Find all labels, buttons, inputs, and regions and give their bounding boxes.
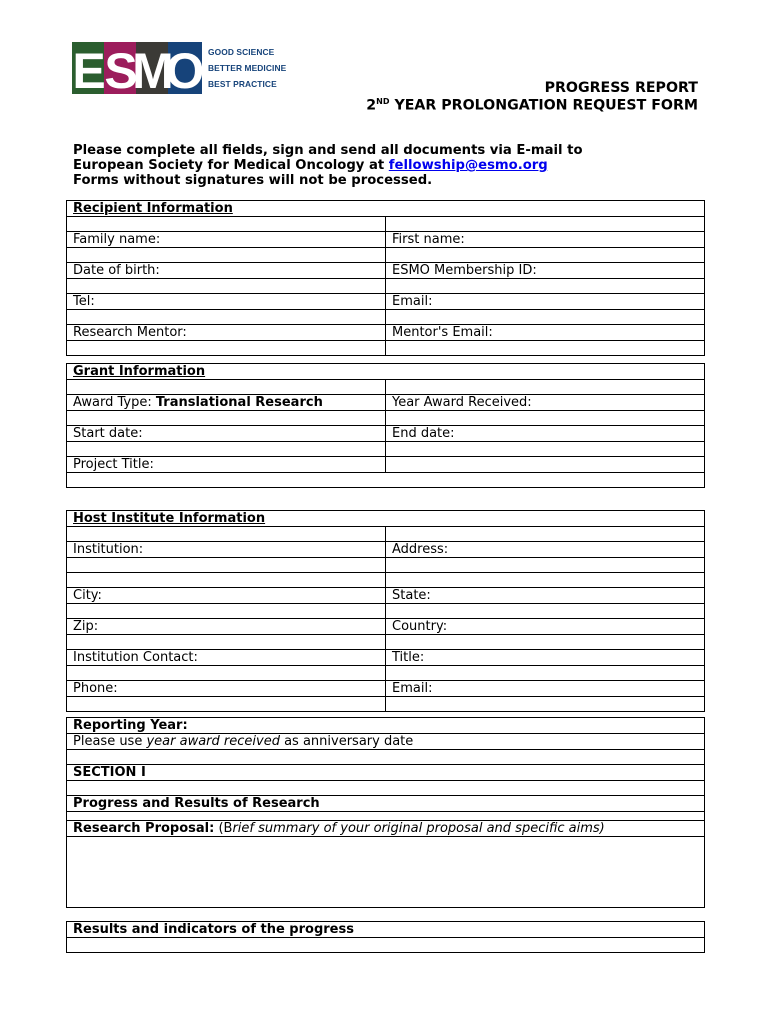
- grant-blank-cell-2[interactable]: [386, 457, 705, 473]
- address-label: Address:: [386, 542, 705, 558]
- tagline-line-1: GOOD SCIENCE: [208, 47, 275, 57]
- logo-letter-e: E: [72, 43, 106, 94]
- institution-label: Institution:: [67, 542, 386, 558]
- city-label: City:: [67, 588, 386, 604]
- instructions-line-2: European Society for Medical Oncology at fellowship@esmo.org: [73, 158, 548, 173]
- mentor-label: Research Mentor:: [67, 325, 386, 341]
- tel-label: Tel:: [67, 294, 386, 310]
- country-label: Country:: [386, 619, 705, 635]
- address-input-2[interactable]: [386, 573, 705, 588]
- phone-input[interactable]: [67, 697, 386, 712]
- grant-blank-cell[interactable]: [386, 442, 705, 457]
- proposal-label: Research Proposal: (Brief summary of your original proposal and specific aims): [67, 821, 705, 837]
- mentor-email-field[interactable]: [386, 310, 705, 325]
- progress-blank[interactable]: [67, 812, 705, 821]
- end-date-field[interactable]: [386, 411, 705, 426]
- host-email-label: Email:: [386, 681, 705, 697]
- host-email-input[interactable]: [386, 697, 705, 712]
- results-table: [66, 921, 705, 953]
- section-blank[interactable]: [67, 781, 705, 796]
- instructions: [73, 143, 583, 188]
- grant-table: [66, 363, 705, 488]
- results-heading: Results and indicators of the progress: [67, 922, 705, 938]
- host-heading: Host Institute Information: [67, 511, 705, 527]
- contact-label: Institution Contact:: [67, 650, 386, 666]
- award-type-label: Award Type: Translational Research: [67, 395, 386, 411]
- country-input[interactable]: [386, 635, 705, 650]
- award-type-value: Translational Research: [155, 395, 323, 410]
- award-type-field[interactable]: [67, 380, 386, 395]
- host-table: [66, 510, 705, 712]
- tel-field[interactable]: [67, 279, 386, 294]
- institution-input[interactable]: [67, 558, 386, 573]
- progress-heading: Progress and Results of Research: [67, 796, 705, 812]
- report-table: [66, 717, 705, 908]
- phone-label: Phone:: [67, 681, 386, 697]
- family-name-field[interactable]: [67, 217, 386, 232]
- address-field[interactable]: [386, 527, 705, 542]
- tagline-line-2: BETTER MEDICINE: [208, 63, 287, 73]
- year-award-label: Year Award Received:: [386, 395, 705, 411]
- institution-field[interactable]: [67, 527, 386, 542]
- year-award-field[interactable]: [386, 380, 705, 395]
- email-field[interactable]: [386, 279, 705, 294]
- grant-heading: Grant Information: [67, 364, 705, 380]
- family-name-label: Family name:: [67, 232, 386, 248]
- project-title-input[interactable]: [67, 473, 705, 488]
- mentor-email-label: Mentor's Email:: [386, 325, 705, 341]
- state-input[interactable]: [386, 604, 705, 619]
- instructions-line-1: Please complete all fields, sign and send all documents via E-mail to: [73, 143, 583, 158]
- zip-label: Zip:: [67, 619, 386, 635]
- mentor-input[interactable]: [67, 341, 386, 356]
- form-title: PROGRESS REPORT: [544, 80, 698, 96]
- zip-input[interactable]: [67, 635, 386, 650]
- state-label: State:: [386, 588, 705, 604]
- start-date-label: Start date:: [67, 426, 386, 442]
- membership-id-field[interactable]: [386, 248, 705, 263]
- mentor-email-input[interactable]: [386, 341, 705, 356]
- title-input[interactable]: [386, 666, 705, 681]
- proposal-textarea[interactable]: [67, 837, 705, 908]
- logo-letter-m: M: [132, 43, 174, 94]
- recipient-table: [66, 200, 705, 356]
- title-label: Title:: [386, 650, 705, 666]
- mentor-field[interactable]: [67, 310, 386, 325]
- start-date-field[interactable]: [67, 411, 386, 426]
- membership-id-label: ESMO Membership ID:: [386, 263, 705, 279]
- institution-input-2[interactable]: [67, 573, 386, 588]
- end-date-label: End date:: [386, 426, 705, 442]
- first-name-label: First name:: [386, 232, 705, 248]
- section-heading: SECTION I: [67, 765, 705, 781]
- reporting-note: Please use year award received as anniversary date: [67, 734, 705, 750]
- contact-input[interactable]: [67, 666, 386, 681]
- instructions-line-3: Forms without signatures will not be processed.: [73, 173, 433, 188]
- city-input[interactable]: [67, 604, 386, 619]
- project-title-field[interactable]: [67, 442, 386, 457]
- logo-letter-o: O: [165, 43, 205, 94]
- address-input[interactable]: [386, 558, 705, 573]
- reporting-year-input[interactable]: [67, 750, 705, 765]
- email-label: Email:: [386, 294, 705, 310]
- logo-letter-s: S: [104, 43, 138, 94]
- first-name-field[interactable]: [386, 217, 705, 232]
- recipient-heading: Recipient Information: [67, 201, 705, 217]
- results-input[interactable]: [67, 938, 705, 953]
- email-link[interactable]: fellowship@esmo.org: [388, 158, 548, 173]
- project-title-label: Project Title:: [67, 457, 386, 473]
- dob-field[interactable]: [67, 248, 386, 263]
- reporting-year-label: Reporting Year:: [67, 718, 705, 734]
- form-subtitle: 2ND YEAR PROLONGATION REQUEST FORM: [366, 97, 698, 114]
- dob-label: Date of birth:: [67, 263, 386, 279]
- tagline-line-3: BEST PRACTICE: [208, 79, 277, 89]
